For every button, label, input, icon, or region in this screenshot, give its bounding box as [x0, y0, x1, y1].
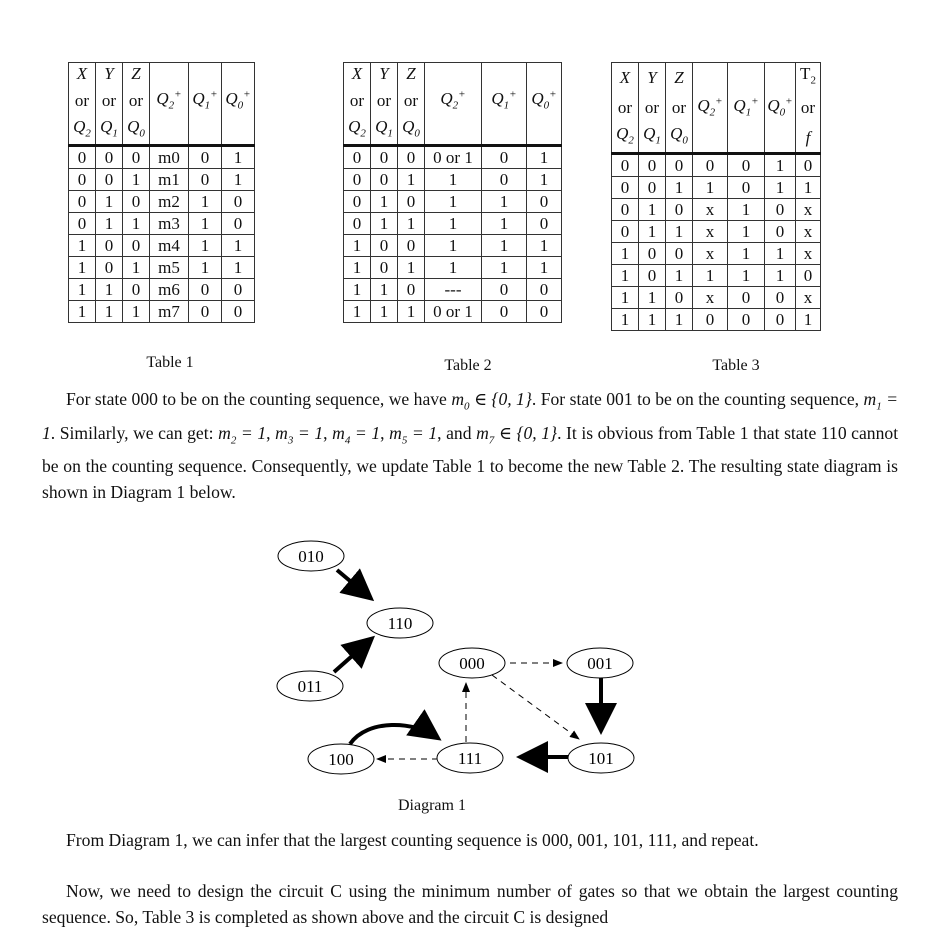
table1-cell: 1 — [123, 213, 150, 235]
table2-cell: 1 — [425, 213, 482, 235]
table2-cell: 1 — [371, 279, 398, 301]
node-001-label: 001 — [587, 654, 613, 673]
table-2-caption: Table 2 — [444, 357, 492, 374]
table2-row — [344, 146, 562, 169]
node-000-label: 000 — [459, 654, 485, 673]
table2-row — [344, 213, 562, 235]
table1-cell: 1 — [222, 235, 255, 257]
table1-cell: 1 — [123, 257, 150, 279]
table1-cell: 0 — [69, 169, 96, 191]
state-diagram — [0, 530, 941, 830]
table1-cell: m4 — [150, 235, 189, 257]
table2-cell: 0 — [482, 169, 527, 191]
table2-cell: 0 — [398, 146, 425, 169]
table2-cell: 0 or 1 — [425, 146, 482, 169]
node-100-label: 100 — [328, 750, 354, 769]
table1-row — [69, 169, 255, 191]
header-q0: $Q_0$ — [123, 116, 150, 146]
table3-cell: 0 — [612, 153, 639, 176]
node-101 — [568, 743, 634, 773]
table3-cell: 0 — [612, 176, 639, 198]
table3-cell: 0 — [612, 220, 639, 242]
m3-eq: $m_3 = 1$ — [275, 422, 324, 447]
table1-cell: 1 — [96, 301, 123, 323]
table1-cell: 1 — [222, 146, 255, 169]
table3-cell: 0 — [693, 153, 728, 176]
table3-cell: 1 — [765, 176, 796, 198]
table3-cell: 1 — [728, 264, 765, 286]
header-t2: $T_2$ — [796, 63, 821, 92]
header-q1: $Q_1$ — [96, 116, 123, 146]
header-or: or — [96, 84, 123, 116]
table3-cell: 0 — [728, 308, 765, 330]
table2-cell: 1 — [527, 235, 562, 257]
table1-cell: 0 — [189, 146, 222, 169]
node-011-label: 011 — [297, 677, 323, 696]
node-111-label: 111 — [457, 749, 483, 768]
header-x: X — [69, 63, 96, 85]
table3-cell: 0 — [639, 242, 666, 264]
table2-cell: 1 — [425, 235, 482, 257]
node-101-label: 101 — [588, 749, 614, 768]
table3-cell: 1 — [666, 308, 693, 330]
table3-cell: x — [796, 198, 821, 220]
table3-cell: 0 — [639, 176, 666, 198]
table2-cell: 1 — [425, 169, 482, 191]
table2-cell: 1 — [371, 213, 398, 235]
table3-cell: 1 — [639, 308, 666, 330]
table3-cell: 0 — [796, 264, 821, 286]
table2-cell: 1 — [527, 146, 562, 169]
header-q1plus — [189, 63, 222, 85]
table3-cell: x — [693, 286, 728, 308]
m7-set: $m_7$ ∈ {0, 1} — [476, 422, 558, 447]
table2-row — [344, 191, 562, 213]
table1-cell: 1 — [123, 169, 150, 191]
table1-cell: 1 — [69, 235, 96, 257]
table-3: X Y Z $T_2$ or or or $Q_2^+$ $Q_1^+$ $Q_0^+$ or $Q_2$ $Q_1$ $Q_0$ f 0 0 0 0 0 1 0 0 0 1 1 0 1 1 0 1 0 x 1 0 x 0 1 1 x 1 0 x 1 0 0 x 1 1 x 1 0 1 1 1 1 0 1 1 0 x 0 0 x 1 1 1 0 0 0 1 — [611, 62, 821, 331]
table2-cell: 1 — [344, 235, 371, 257]
table1-row — [69, 301, 255, 323]
table3-cell: 1 — [612, 264, 639, 286]
node-011 — [277, 671, 343, 701]
table1-cell: m6 — [150, 279, 189, 301]
node-110 — [367, 608, 433, 638]
table1-cell: 0 — [222, 191, 255, 213]
table1-cell: 1 — [222, 257, 255, 279]
table2-cell: 0 — [371, 235, 398, 257]
table3-row — [612, 264, 821, 286]
table3-cell: x — [796, 242, 821, 264]
table3-cell: x — [796, 286, 821, 308]
node-010 — [278, 541, 344, 571]
table1-row — [69, 213, 255, 235]
header-q1plus-label: $Q_1^+$ — [189, 84, 222, 116]
table1-cell: 1 — [222, 169, 255, 191]
table1-cell: 0 — [123, 191, 150, 213]
table2-row — [344, 301, 562, 323]
table2-cell: 0 — [527, 213, 562, 235]
table1-cell: 0 — [189, 301, 222, 323]
table1-row — [69, 279, 255, 301]
table1-row — [69, 146, 255, 169]
edge-010-110 — [337, 570, 368, 596]
edge-100-111 — [350, 725, 435, 744]
table3-cell: 1 — [796, 176, 821, 198]
table3-cell: 1 — [796, 308, 821, 330]
node-000 — [439, 648, 505, 678]
table2-cell: 1 — [398, 169, 425, 191]
table2-cell: 1 — [527, 169, 562, 191]
table1-cell: m1 — [150, 169, 189, 191]
table1-cell: 0 — [96, 146, 123, 169]
table2-cell: 0 — [398, 235, 425, 257]
table3-cell: 0 — [666, 286, 693, 308]
table1-cell: 0 — [123, 279, 150, 301]
table1-row — [69, 235, 255, 257]
table2-row — [344, 235, 562, 257]
table-2: X Y Z or or or $Q_2^+$ $Q_1^+$ $Q_0^+$ $Q_2$ $Q_1$ $Q_0$ 0 0 0 0 or 1 0 1 0 0 1 1 0 1 0 1 0 1 1 0 0 1 1 1 1 0 1 0 0 1 1 1 1 0 1 1 1 1 1 1 0 --- 0 0 1 1 1 0 or 1 0 0 — [343, 62, 562, 323]
table2-cell: 0 — [482, 146, 527, 169]
table3-cell: 1 — [728, 198, 765, 220]
table3-cell: x — [693, 220, 728, 242]
table1-cell: m3 — [150, 213, 189, 235]
header-or: or — [123, 84, 150, 116]
table2-cell: 1 — [482, 235, 527, 257]
table2-cell: 1 — [425, 257, 482, 279]
table3-cell: x — [796, 220, 821, 242]
table2-cell: 1 — [344, 257, 371, 279]
paragraph-3: Now, we need to design the circuit C using the minimum number of gates so that we obtain the largest counting sequence. So, Table 3 is completed as shown above and the circuit C is designed — [42, 881, 898, 927]
header-q2plus: $Q_2^+$ — [150, 84, 189, 116]
table3-cell: 1 — [765, 264, 796, 286]
table3-cell: 1 — [728, 220, 765, 242]
table1-row — [69, 191, 255, 213]
table1-cell: 0 — [96, 235, 123, 257]
table1-cell: 1 — [69, 301, 96, 323]
table2-row — [344, 169, 562, 191]
table3-cell: 0 — [728, 176, 765, 198]
table2-cell: 0 — [398, 279, 425, 301]
table2-cell: 1 — [344, 301, 371, 323]
table1-cell: 0 — [96, 169, 123, 191]
m5-eq: $m_5 = 1$ — [389, 422, 438, 447]
table2-row — [344, 279, 562, 301]
header-y: Y — [96, 63, 123, 85]
table3-cell: 1 — [666, 176, 693, 198]
diagram-caption: Diagram 1 — [398, 797, 466, 814]
table-1 — [68, 62, 255, 323]
table3-cell: 1 — [693, 176, 728, 198]
table1-cell: 0 — [222, 213, 255, 235]
table3-cell: 0 — [639, 153, 666, 176]
table3-row — [612, 220, 821, 242]
table3-cell: 1 — [765, 242, 796, 264]
table3-cell: 0 — [728, 153, 765, 176]
table2-cell: 1 — [371, 301, 398, 323]
table2-cell: --- — [425, 279, 482, 301]
table1-row — [69, 257, 255, 279]
table3-cell: x — [693, 198, 728, 220]
table3-row — [612, 198, 821, 220]
node-001 — [567, 648, 633, 678]
table3-cell: 0 — [666, 242, 693, 264]
table1-cell: 0 — [123, 146, 150, 169]
table2-cell: 0 — [398, 191, 425, 213]
table2-cell: 0 — [371, 257, 398, 279]
table1-cell: 1 — [189, 235, 222, 257]
table2-cell: 0 — [527, 279, 562, 301]
table3-cell: 0 — [666, 153, 693, 176]
table1-cell: m7 — [150, 301, 189, 323]
table1-cell: 0 — [189, 279, 222, 301]
table3-cell: 1 — [639, 286, 666, 308]
table3-row — [612, 153, 821, 176]
table3-cell: 0 — [693, 308, 728, 330]
table2-cell: 0 or 1 — [425, 301, 482, 323]
table2-cell: 0 — [344, 146, 371, 169]
header-or: or — [69, 84, 96, 116]
table1-cell: 1 — [96, 279, 123, 301]
table3-cell: 1 — [639, 198, 666, 220]
table1-cell: 1 — [96, 191, 123, 213]
table2-cell: 0 — [527, 301, 562, 323]
table3-cell: 0 — [765, 220, 796, 242]
table-3-caption: Table 3 — [712, 357, 760, 374]
table3-cell: 0 — [639, 264, 666, 286]
m1-eq: $m_1 = 1$ — [42, 389, 898, 443]
edge-011-110 — [334, 641, 369, 672]
m0-set: $m_0$ ∈ {0, 1} — [451, 389, 532, 413]
table3-cell: 0 — [765, 198, 796, 220]
table3-cell: 1 — [612, 308, 639, 330]
paragraph-1: For state 000 to be on the counting sequence, we have $m_0$ ∈ {0, 1}. For state 001 to be on the counting sequence, $m_1 = 1$. Similarly, we can get: $m_2 = 1$, $m_3 = 1$, $m_4 = 1$, $m_5 = 1$, and $m_7$ ∈ {0, 1}. It is obvious from Table 1 that state 110 cannot be on the counting sequence. Consequently, we update Table 1 to become the new Table 2. The resulting state diagram is shown in Diagram 1 below. — [42, 389, 899, 503]
edge-000-101 — [492, 675, 579, 739]
node-010-label: 010 — [298, 547, 324, 566]
table3-cell: 0 — [796, 153, 821, 176]
table2-row — [344, 257, 562, 279]
table1-cell: 0 — [69, 191, 96, 213]
table2-cell: 1 — [398, 213, 425, 235]
m2-eq: $m_2 = 1$ — [218, 422, 267, 447]
node-100 — [308, 744, 374, 774]
table1-cell: 1 — [189, 213, 222, 235]
table3-cell: 0 — [666, 198, 693, 220]
table1-cell: 0 — [189, 169, 222, 191]
table1-cell: 1 — [123, 301, 150, 323]
table1-cell: 0 — [96, 257, 123, 279]
table-1-caption: Table 1 — [146, 354, 194, 371]
table1-cell: m2 — [150, 191, 189, 213]
table1-cell: 1 — [69, 257, 96, 279]
header-q0plus — [222, 63, 255, 85]
table2-cell: 1 — [425, 191, 482, 213]
header-f: f — [796, 123, 821, 153]
table3-cell: 0 — [765, 286, 796, 308]
header-z: Z — [123, 63, 150, 85]
table1-cell: 0 — [69, 213, 96, 235]
table3-cell: 0 — [728, 286, 765, 308]
table2-cell: 1 — [482, 191, 527, 213]
table3-cell: 1 — [765, 153, 796, 176]
table3-row — [612, 308, 821, 330]
table1-cell: m0 — [150, 146, 189, 169]
table2-cell: 1 — [398, 301, 425, 323]
paragraph-2: From Diagram 1, we can infer that the largest counting sequence is 000, 001, 101, 111, and repeat. — [66, 830, 759, 850]
table2-cell: 0 — [482, 301, 527, 323]
table2-cell: 0 — [344, 213, 371, 235]
table3-cell: 1 — [693, 264, 728, 286]
table2-cell: 0 — [371, 169, 398, 191]
header-q2: $Q_2$ — [69, 116, 96, 146]
table2-cell: 0 — [371, 146, 398, 169]
table3-row — [612, 286, 821, 308]
table1-cell: 1 — [189, 257, 222, 279]
table1-cell: m5 — [150, 257, 189, 279]
table1-cell: 0 — [222, 301, 255, 323]
table1-cell: 1 — [189, 191, 222, 213]
table2-cell: 1 — [371, 191, 398, 213]
table3-cell: 1 — [666, 220, 693, 242]
table1-cell: 0 — [222, 279, 255, 301]
table3-cell: 1 — [612, 242, 639, 264]
header-t2-or: or — [796, 91, 821, 123]
table3-cell: 1 — [612, 286, 639, 308]
table2-cell: 1 — [398, 257, 425, 279]
table3-row — [612, 242, 821, 264]
table2-cell: 1 — [482, 213, 527, 235]
header-q0plus-label: $Q_0^+$ — [222, 84, 255, 116]
table2-cell: 1 — [344, 279, 371, 301]
table2-cell: 0 — [527, 191, 562, 213]
table3-cell: 0 — [765, 308, 796, 330]
table1-cell: 0 — [123, 235, 150, 257]
header-m — [150, 63, 189, 85]
table2-cell: 1 — [482, 257, 527, 279]
table1-cell: 1 — [69, 279, 96, 301]
table3-cell: 1 — [666, 264, 693, 286]
table1-cell: 1 — [96, 213, 123, 235]
m4-eq: $m_4 = 1$ — [332, 422, 381, 447]
node-110-label: 110 — [387, 614, 413, 633]
table2-cell: 0 — [344, 169, 371, 191]
node-111 — [437, 743, 503, 773]
table2-cell: 0 — [344, 191, 371, 213]
table2-cell: 1 — [527, 257, 562, 279]
table3-cell: 1 — [639, 220, 666, 242]
table1-cell: 0 — [69, 146, 96, 169]
table3-row — [612, 176, 821, 198]
table2-cell: 0 — [482, 279, 527, 301]
table3-cell: 1 — [728, 242, 765, 264]
table3-cell: 0 — [612, 198, 639, 220]
table3-cell: x — [693, 242, 728, 264]
